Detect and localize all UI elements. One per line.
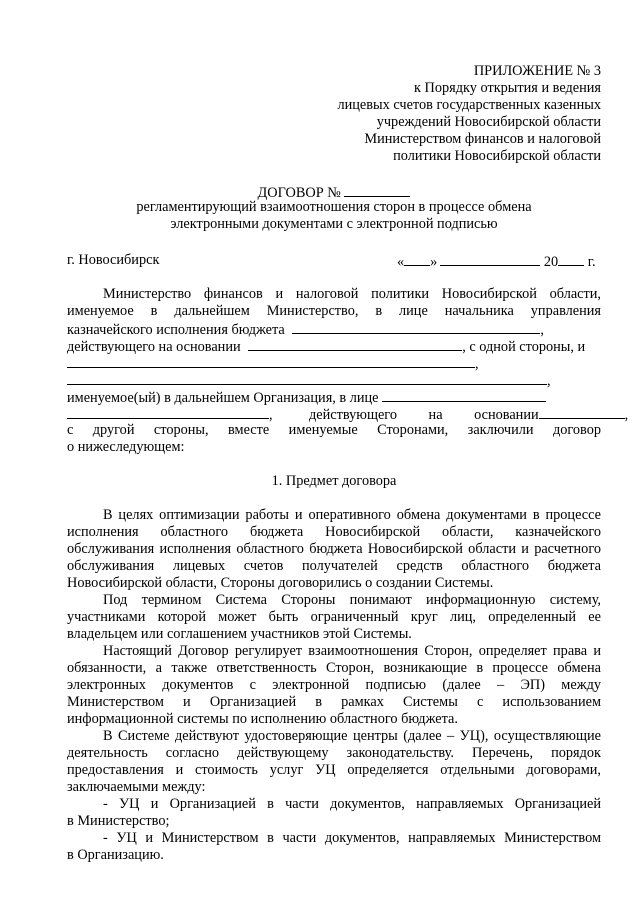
ministry-basis-blank (248, 337, 462, 351)
paragraph-line: Новосибирской области, Стороны договорились о создании Системы. (67, 575, 494, 591)
place-date-line (67, 252, 601, 269)
paragraph-line: обслуживания лицевых счетов получателей средств областного бюджета (67, 558, 601, 574)
parties-line: с другой стороны, вместе именуемые Сторонами, заключили договор (67, 422, 601, 438)
paragraph-line: обслуживания исполнения областного бюджета Новосибирской области и расчетного (67, 541, 601, 557)
parties-line: казначейского исполнения бюджета , (67, 322, 544, 338)
representative-blank (67, 405, 269, 419)
appendix-line: к Порядку открытия и ведения (414, 80, 601, 96)
parties-line: , действующего на основании , (67, 405, 601, 424)
list-item: в Министерство; (67, 813, 170, 829)
day-blank (404, 252, 430, 266)
appendix-line: лицевых счетов государственных казенных (337, 97, 601, 113)
paragraph-line: Под термином Система Стороны понимают информационную систему, (103, 592, 601, 608)
paragraph-line: владельцем или соглашением участников этой Системы. (67, 626, 412, 642)
parties-line: именуемое в дальнейшем Министерство, в лице начальника управления (67, 303, 601, 319)
representative-blank (382, 388, 546, 402)
org-basis-blank (539, 405, 625, 419)
paragraph-line: исполнения областного бюджета Новосибирской области, казначейского (67, 524, 601, 540)
paragraph-line: участниками которой может быть ограниченный круг лиц, определенный ее (67, 609, 601, 625)
paragraph-line: Настоящий Договор регулирует взаимоотношения Сторон, определяет права и (103, 643, 601, 659)
paragraph-line: информационной системы по исполнению областного бюджета. (67, 711, 458, 727)
paragraph-line: обязанности, а также ответственность Сторон, возникающие в процессе обмена (67, 660, 601, 676)
paragraph-line: заключаемыми между: (67, 779, 206, 795)
paragraph-line: В целях оптимизации работы и оперативного обмена документами в процессе (103, 507, 601, 523)
contract-number-field (344, 183, 410, 197)
paragraph-line: деятельность согласно действующему законодательству. Перечень, порядок (67, 745, 601, 761)
contract-subtitle: электронными документами с электронной подписью (170, 216, 498, 232)
paragraph-line: электронных документов с электронной подписью (далее – ЭП) между (67, 677, 601, 693)
appendix-title: ПРИЛОЖЕНИЕ № 3 (473, 63, 601, 79)
parties-line: , (67, 354, 601, 373)
paragraph-line: Министерством и Организацией в рамках Системы с использованием (67, 694, 601, 710)
parties-line: действующего на основании , с одной стороны, и (67, 339, 586, 355)
organization-name-blank (67, 371, 547, 385)
contract-title: ДОГОВОР № (67, 183, 601, 202)
appendix-line: учреждений Новосибирской области (376, 114, 601, 130)
appendix-line: Министерством финансов и налоговой (364, 131, 601, 147)
parties-line: , (67, 371, 601, 390)
parties-line: именуемое(ый) в дальнейшем Организация, в лице (67, 388, 601, 407)
org-basis-text: действующего на основании , (309, 407, 629, 423)
list-item: в Организацию. (67, 847, 164, 863)
paragraph-line: предоставления и стоимость услуг УЦ определяется отдельными договорами, (67, 762, 601, 778)
parties-line: о нижеследующем: (67, 439, 185, 455)
parties-line: Министерство финансов и налоговой политики Новосибирской области, (103, 286, 601, 302)
contract-subtitle: регламентирующий взаимоотношения сторон в процессе обмена (136, 199, 532, 215)
month-blank (440, 252, 540, 266)
section-title: 1. Предмет договора (271, 473, 397, 489)
organization-name-blank (67, 354, 475, 368)
appendix-line: политики Новосибирской области (393, 148, 601, 164)
year-blank (558, 252, 584, 266)
list-item: - УЦ и Министерством в части документов, направляемых Министерством (103, 830, 601, 846)
head-name-blank (292, 320, 540, 334)
city: г. Новосибирск (67, 252, 160, 268)
paragraph-line: В Системе действуют удостоверяющие центры (далее – УЦ), осуществляющие (103, 728, 601, 744)
date-field: « » 20 г. (397, 254, 596, 270)
list-item: - УЦ и Организацией в части документов, направляемых Организацией (103, 796, 601, 812)
